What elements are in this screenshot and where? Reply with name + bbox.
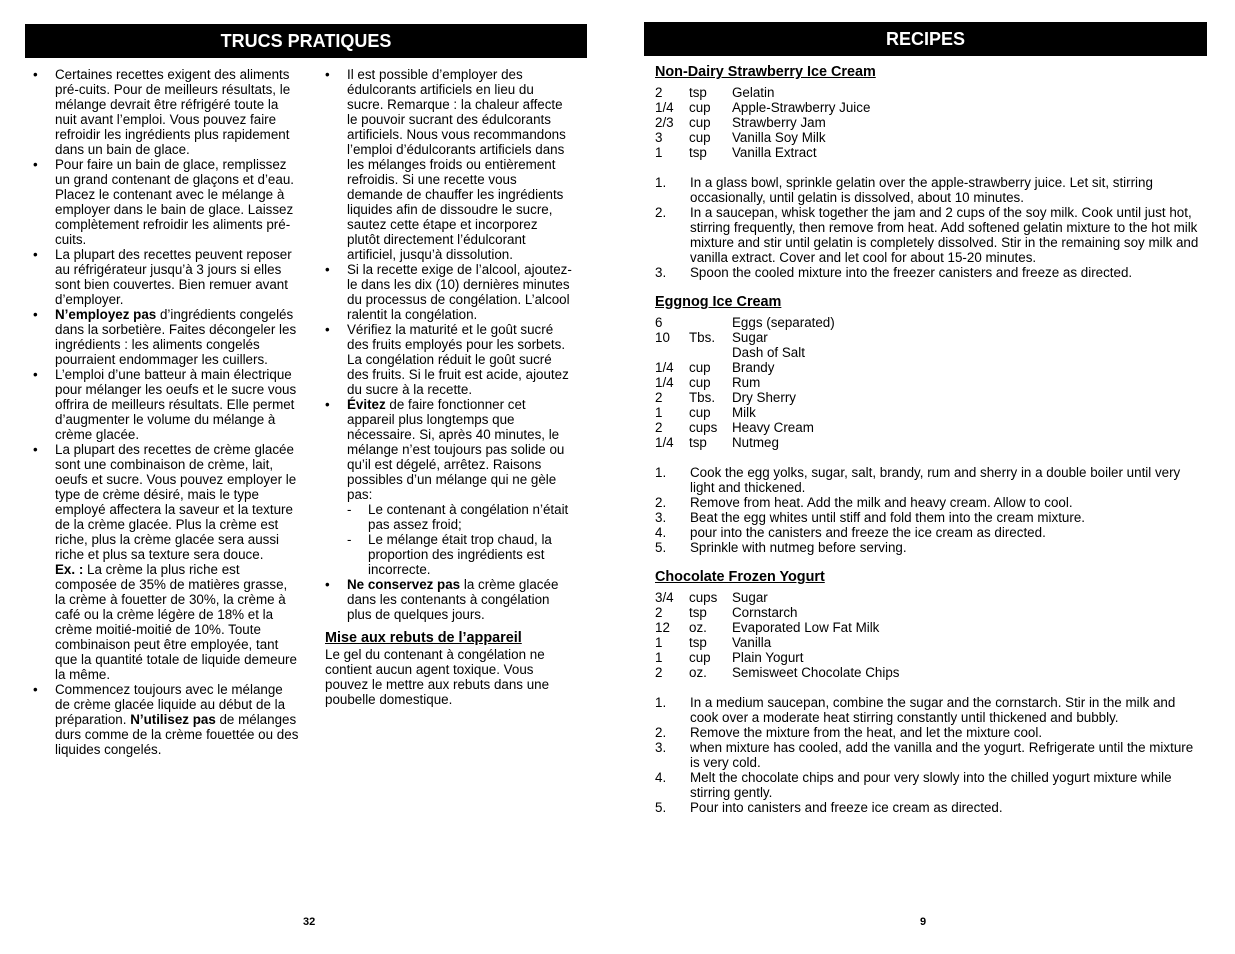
ingredient-unit: cup xyxy=(689,100,711,115)
step-text: pour into the canisters and freeze the ice cream as directed. xyxy=(690,525,1046,540)
ingredient-unit: cups xyxy=(689,590,718,605)
ingredient-qty: 1 xyxy=(655,650,663,665)
ingredient-qty: 3/4 xyxy=(655,590,674,605)
step-text: Sprinkle with nutmeg before serving. xyxy=(690,540,907,555)
tip-item xyxy=(317,577,572,622)
step-number: 1. xyxy=(655,695,667,710)
step-number: 2. xyxy=(655,495,667,510)
recipe-steps xyxy=(655,465,1200,555)
recipe-step xyxy=(655,465,1200,495)
tip-bold: N’employez pas xyxy=(55,307,157,322)
tip-item xyxy=(25,307,300,367)
recipe-step xyxy=(655,695,1200,725)
recipe-step xyxy=(655,740,1200,770)
ingredient-unit: tsp xyxy=(689,435,707,450)
step-number: 4. xyxy=(655,525,667,540)
ingredient-name: Strawberry Jam xyxy=(732,115,826,130)
ingredient-qty: 2 xyxy=(655,390,663,405)
ingredient-qty: 2 xyxy=(655,665,663,680)
step-text: Melt the chocolate chips and pour very slowly into the chilled yogurt mixture while stirring gently. xyxy=(690,770,1172,800)
example-label: Ex. : xyxy=(55,562,84,577)
step-text: Remove from heat. Add the milk and heavy cream. Allow to cool. xyxy=(690,495,1073,510)
step-text: In a glass bowl, sprinkle gelatin over the apple-strawberry juice. Let sit, stirring occasionally, until gelatin is dissolved, about 10 minutes. xyxy=(690,175,1153,205)
ingredient-qty: 3 xyxy=(655,130,663,145)
tip-text: Il est possible d’employer des édulcorants artificiels en lieu du sucre. Remarque : la chaleur affecte le pouvoir sucrant des édulcorants artificiels. Nous vous recommandons l’emploi d’édulcorants artificiels dans les mélanges froids ou entièrement refroidis. Si une recette vous demande de chauffer les ingrédients liquides afin de dissoudre le sucre, sautez cette étape et incorporez plutôt directement l’édulcorant artificiel, jusqu’à dissolution. xyxy=(347,67,566,262)
recipe-step xyxy=(655,800,1200,815)
ingredient-unit: Tbs. xyxy=(689,330,716,345)
ingredient-qty: 1 xyxy=(655,635,663,650)
ingredient-unit: tsp xyxy=(689,145,707,160)
step-text: Cook the egg yolks, sugar, salt, brandy, rum and sherry in a double boiler until very light and thickened. xyxy=(690,465,1181,495)
disposal-text: Le gel du contenant à congélation ne contient aucun agent toxique. Vous pouvez le mettre aux rebuts dans une poubelle domestique. xyxy=(325,647,550,707)
recipe-step xyxy=(655,725,1200,740)
ingredient-unit xyxy=(689,315,732,330)
tip-item xyxy=(317,397,572,577)
step-number: 5. xyxy=(655,800,667,815)
tip-bold: Ne conservez pas xyxy=(347,577,461,592)
step-number: 5. xyxy=(655,540,667,555)
recipe xyxy=(655,64,1200,280)
tip-text: la crème glacée dans les contenants à congélation plus de quelques jours. xyxy=(347,577,559,622)
ingredient-name: Rum xyxy=(732,375,761,390)
step-number: 2. xyxy=(655,725,667,740)
ingredient-qty: 2 xyxy=(655,85,663,100)
recipe-title: Eggnog Ice Cream xyxy=(655,294,782,310)
sub-item: - Le mélange était trop chaud, la proportion des ingrédients est incorrecte. xyxy=(347,532,572,577)
ingredient-qty: 2/3 xyxy=(655,115,674,130)
step-number: 3. xyxy=(655,740,667,755)
tip-bold: N’utilisez pas xyxy=(130,712,216,727)
step-number: 2. xyxy=(655,205,667,220)
sub-item: - Le contenant à congélation n’était pas assez froid; xyxy=(347,502,572,532)
ingredient-unit: tsp xyxy=(689,605,707,620)
recipe-steps xyxy=(655,695,1200,815)
recipes-column xyxy=(655,64,1200,815)
ingredient-unit: cups xyxy=(689,420,718,435)
ingredient-name: Brandy xyxy=(732,360,775,375)
ingredient-unit: cup xyxy=(689,130,711,145)
tip-bold: Évitez xyxy=(347,397,386,412)
tip-text: d’ingrédients congelés dans la sorbetière. Faites décongeler les ingrédients : les aliments congelés pourraient endommager les cuillers. xyxy=(55,307,297,367)
ingredient-unit: oz. xyxy=(689,620,707,635)
recipe-title: Non-Dairy Strawberry Ice Cream xyxy=(655,64,876,80)
recipe-step xyxy=(655,265,1200,280)
page-number-right: 9 xyxy=(920,916,927,928)
tip-text: La plupart des recettes de crème glacée sont une combinaison de crème, lait, oeufs et sucre. Vous pouvez employer le type de crème désiré, mais le type employé affectera la saveur et la texture de la crème glacée. Plus la crème est riche, plus la crème glacée sera aussi riche et plus sa texture sera douce. xyxy=(55,442,297,562)
ingredient-unit xyxy=(689,345,732,360)
step-number: 4. xyxy=(655,770,667,785)
tip-item xyxy=(25,442,300,682)
tip-item xyxy=(25,67,300,157)
recipe-title: Chocolate Frozen Yogurt xyxy=(655,569,825,585)
recipe-step xyxy=(655,770,1200,800)
sub-list xyxy=(347,502,572,577)
ingredient-name: Semisweet Chocolate Chips xyxy=(732,665,900,680)
tip-item xyxy=(317,322,572,397)
ingredient-qty: 1 xyxy=(655,405,663,420)
step-text: Pour into canisters and freeze ice cream as directed. xyxy=(690,800,1003,815)
ingredient-list xyxy=(655,315,1200,450)
ingredient-unit: cup xyxy=(689,405,711,420)
recipe-step xyxy=(655,205,1200,265)
disposal-title: Mise aux rebuts de l’appareil xyxy=(325,630,522,646)
ingredient-qty: 1/4 xyxy=(655,360,674,375)
ingredient-name: Plain Yogurt xyxy=(732,650,804,665)
recipe xyxy=(655,569,1200,815)
left-column-1 xyxy=(25,67,300,757)
step-text: Remove the mixture from the heat, and let the mixture cool. xyxy=(690,725,1043,740)
recipe-steps xyxy=(655,175,1200,280)
left-column-2 xyxy=(317,67,572,707)
tip-text: de mélanges durs comme de la crème fouettée ou des liquides congelés. xyxy=(55,712,299,757)
ingredient-list xyxy=(655,590,1200,680)
ingredient-qty: 1/4 xyxy=(655,375,674,390)
ingredient-name: Milk xyxy=(732,405,756,420)
ingredient-name: Sugar xyxy=(732,330,768,345)
step-number: 3. xyxy=(655,265,667,280)
tip-text: L’emploi d’une batteur à main électrique pour mélanger les oeufs et le sucre vous offrira de meilleurs résultats. Elle permet d’augmenter le volume du mélange à crème glacée. xyxy=(55,367,297,442)
ingredient-unit: tsp xyxy=(689,635,707,650)
ingredient-qty: 6 xyxy=(655,315,663,330)
ingredient-qty: 1 xyxy=(655,145,663,160)
tip-item xyxy=(317,67,572,262)
step-text: when mixture has cooled, add the vanilla and the yogurt. Refrigerate until the mixture is very cold. xyxy=(690,740,1194,770)
ingredient-name: Eggs (separated) xyxy=(732,315,835,330)
step-number: 3. xyxy=(655,510,667,525)
recipe-step xyxy=(655,525,1200,540)
recipe-step xyxy=(655,510,1200,525)
tip-text: Vérifiez la maturité et le goût sucré des fruits employés pour les sorbets. La congélation réduit le goût sucré des fruits. Si le fruit est acide, ajoutez du sucre à la recette. xyxy=(347,322,569,397)
ingredient-unit: cup xyxy=(689,115,711,130)
ingredient-list xyxy=(655,85,1200,160)
ingredient-name: Dry Sherry xyxy=(732,390,796,405)
ingredient-unit: Tbs. xyxy=(689,390,716,405)
tip-item xyxy=(25,682,300,757)
step-text: In a saucepan, whisk together the jam and 2 cups of the soy milk. Cook until just hot, stirring frequently, then remove from heat. Add softened gelatin mixture to the hot milk mixture and stir until gelatin is completely dissolved. Stir in the remaining soy milk and vanilla extract. Cover and let cool for about 15-20 minutes. xyxy=(690,205,1199,265)
ingredient-name: Vanilla xyxy=(732,635,772,650)
ingredient-name: Nutmeg xyxy=(732,435,779,450)
step-text: Beat the egg whites until stiff and fold them into the cream mixture. xyxy=(690,510,1085,525)
ingredient-qty: 1/4 xyxy=(655,435,674,450)
step-text: In a medium saucepan, combine the sugar and the cornstarch. Stir in the milk and cook over a moderate heat stirring constantly until thickened and bubbly. xyxy=(690,695,1176,725)
page-number-left: 32 xyxy=(303,916,316,928)
tips-list-1 xyxy=(25,67,300,757)
ingredient-unit: cup xyxy=(689,360,711,375)
ingredient-unit: cup xyxy=(689,375,711,390)
step-number: 1. xyxy=(655,465,667,480)
ingredient-name: Evaporated Low Fat Milk xyxy=(732,620,880,635)
ingredient-name: Sugar xyxy=(732,590,768,605)
ingredient-qty: 2 xyxy=(655,420,663,435)
ingredient-qty: 12 xyxy=(655,620,670,635)
ingredient-name: Cornstarch xyxy=(732,605,798,620)
example-text: La crème la plus riche est composée de 35% de matières grasse, la crème à fouetter de 30%, la crème à café ou la crème légère de 18% et la crème moitié-moitié de 10%. Toute combinaison peut être employée, tant que la quantité totale de liquide demeure la même. xyxy=(55,562,297,682)
ingredient-qty: 2 xyxy=(655,605,663,620)
ingredient-unit: cup xyxy=(689,650,711,665)
tips-list-2 xyxy=(317,67,572,622)
tip-item xyxy=(317,262,572,322)
recipe-step xyxy=(655,540,1200,555)
step-text: Spoon the cooled mixture into the freezer canisters and freeze as directed. xyxy=(690,265,1133,280)
recipe xyxy=(655,294,1200,555)
step-number: 1. xyxy=(655,175,667,190)
ingredient-unit: tsp xyxy=(689,85,707,100)
right-header: RECIPES xyxy=(644,22,1207,56)
tip-item xyxy=(25,157,300,247)
ingredient-name: Vanilla Soy Milk xyxy=(732,130,826,145)
ingredient-name: Vanilla Extract xyxy=(732,145,817,160)
tip-text: Si la recette exige de l’alcool, ajoutez-le dans les dix (10) dernières minutes du processus de congélation. L’alcool ralentit la congélation. xyxy=(347,262,572,322)
ingredient-name: Dash of Salt xyxy=(732,345,805,360)
ingredient-unit: oz. xyxy=(689,665,707,680)
ingredient-name: Heavy Cream xyxy=(732,420,814,435)
tip-item xyxy=(25,247,300,307)
tip-text: Pour faire un bain de glace, remplissez un grand contenant de glaçons et d’eau. Placez le contenant avec le mélange à employer dans le bain de glace. Laissez complètement refroidir les aliments pré-cuits. xyxy=(55,157,294,247)
ingredient-qty xyxy=(655,345,689,360)
left-header: TRUCS PRATIQUES xyxy=(25,24,587,58)
ingredient-name: Gelatin xyxy=(732,85,775,100)
tip-item xyxy=(25,367,300,442)
ingredient-name: Apple-Strawberry Juice xyxy=(732,100,871,115)
tip-text: La plupart des recettes peuvent reposer au réfrigérateur jusqu’à 3 jours si elles sont bien couvertes. Bien remuer avant d’employer. xyxy=(55,247,292,307)
recipe-step xyxy=(655,175,1200,205)
ingredient-qty: 1/4 xyxy=(655,100,674,115)
recipe-step xyxy=(655,495,1200,510)
tip-text: de faire fonctionner cet appareil plus longtemps que nécessaire. Si, après 40 minutes, le mélange n’est toujours pas solide ou qu’il est dégelé, arrêtez. Raisons possibles d’un mélange qui ne gèle pas: xyxy=(347,397,565,502)
tip-text: Certaines recettes exigent des aliments pré-cuits. Pour de meilleurs résultats, le mélange devrait être réfrigéré toute la nuit avant l’emploi. Vous pouvez faire refroidir les ingrédients plus rapidement dans un bain de glace. xyxy=(55,67,291,157)
tip-text: Commencez toujours avec le mélange de crème glacée liquide au début de la préparation. xyxy=(55,682,286,727)
ingredient-qty: 10 xyxy=(655,330,670,345)
